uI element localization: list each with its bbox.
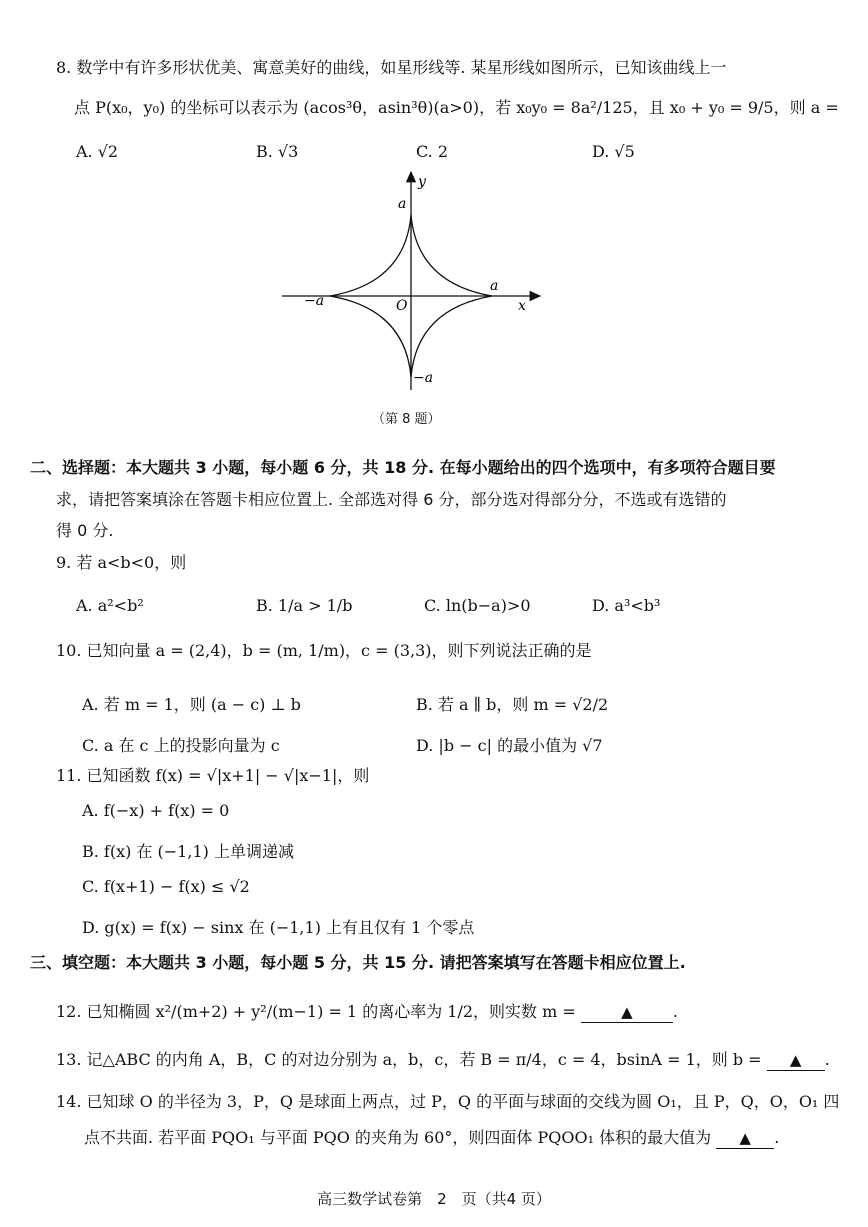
q14-answer-blank[interactable] (716, 1128, 774, 1149)
q10-option-b: B. 若 a ∥ b，则 m = √2/2 (416, 695, 609, 714)
q9-option-b: B. 1/a > 1/b (256, 596, 353, 615)
q11-option-c: C. f(x+1) − f(x) ≤ √2 (82, 877, 250, 896)
q9-option-a: A. a²<b² (76, 596, 144, 615)
q12-text: 12. 已知椭圆 x²/(m+2) + y²/(m−1) = 1 的离心率为 1/2，则实数 m = (56, 1002, 576, 1021)
q11-option-a: A. f(−x) + f(x) = 0 (82, 801, 230, 820)
q8-line2: 点 P(x₀，y₀) 的坐标可以表示为 (acos³θ，asin³θ)(a>0)，若 x₀y₀ = 8a²/125，且 x₀ + y₀ = 9/5，则 a = (74, 98, 839, 117)
top-label: a (398, 196, 407, 212)
section2-line1: 二、选择题：本大题共 3 小题，每小题 6 分，共 18 分. 在每小题给出的四个选项中，有多项符合题目要 (30, 458, 776, 477)
q10-option-a: A. 若 m = 1，则 (a − c) ⊥ b (82, 695, 301, 714)
q13-blank-marker: ▲ (789, 1051, 802, 1069)
q9-stem: 9. 若 a<b<0，则 (56, 553, 187, 572)
right-label: a (490, 278, 499, 294)
q11-stem: 11. 已知函数 f(x) = √|x+1| − √|x−1|，则 (56, 766, 370, 785)
astroid-figure (270, 168, 560, 408)
q13-end: . (824, 1050, 830, 1069)
q8-option-c: C. 2 (416, 142, 449, 161)
q9-option-c: C. ln(b−a)>0 (424, 596, 531, 615)
origin-label: O (396, 298, 408, 314)
q12-end: . (672, 1002, 678, 1021)
q12 (56, 1002, 678, 1023)
q10-option-c: C. a 在 c 上的投影向量为 c (82, 736, 280, 755)
q8-option-d: D. √5 (592, 142, 635, 161)
q10-option-d: D. |b − c| 的最小值为 √7 (416, 736, 603, 755)
page-footer: 高三数学试卷第 2 页（共4 页） (317, 1190, 551, 1208)
section2-line2: 求，请把答案填涂在答题卡相应位置上. 全部选对得 6 分，部分选对得部分分，不选或有选错的 (56, 490, 727, 509)
q14-blank-marker: ▲ (739, 1129, 751, 1147)
q11-option-d: D. g(x) = f(x) − sinx 在 (−1,1) 上有且仅有 1 个零点 (82, 918, 475, 937)
q13 (56, 1050, 830, 1071)
figure-caption: （第 8 题） (372, 412, 441, 427)
section3-line1: 三、填空题：本大题共 3 小题，每小题 5 分，共 15 分. 请把答案填写在答题卡相应位置上. (30, 953, 686, 972)
y-axis-label: y (418, 174, 426, 190)
q10-stem: 10. 已知向量 a = (2,4)，b = (m, 1/m)，c = (3,3)，则下列说法正确的是 (56, 641, 592, 660)
x-axis-label: x (518, 298, 526, 314)
left-label: −a (304, 293, 325, 309)
bottom-label: −a (413, 370, 434, 386)
q11-option-b: B. f(x) 在 (−1,1) 上单调递减 (82, 842, 294, 861)
q13-text: 13. 记△ABC 的内角 A，B，C 的对边分别为 a，b，c，若 B = π/4，c = 4，bsinA = 1，则 b = (56, 1050, 762, 1069)
q8-option-b: B. √3 (256, 142, 299, 161)
q14-line1: 14. 已知球 O 的半径为 3，P，Q 是球面上两点，过 P，Q 的平面与球面的交线为圆 O₁，且 P，Q，O，O₁ 四 (56, 1092, 840, 1111)
q14-end: . (774, 1128, 780, 1147)
q12-blank-marker: ▲ (621, 1003, 633, 1021)
q13-answer-blank[interactable] (767, 1050, 825, 1071)
q8-line1: 8. 数学中有许多形状优美、寓意美好的曲线，如星形线等. 某星形线如图所示，已知该曲线上一 (56, 58, 727, 77)
q12-answer-blank[interactable] (581, 1002, 673, 1023)
q14-line2: 点不共面. 若平面 PQO₁ 与平面 PQO 的夹角为 60°，则四面体 PQOO₁ 体积的最大值为 (84, 1128, 712, 1147)
q9-option-d: D. a³<b³ (592, 596, 661, 615)
section2-line3: 得 0 分. (56, 521, 114, 540)
q14-line2-wrap (84, 1128, 779, 1149)
q8-option-a: A. √2 (76, 142, 119, 161)
